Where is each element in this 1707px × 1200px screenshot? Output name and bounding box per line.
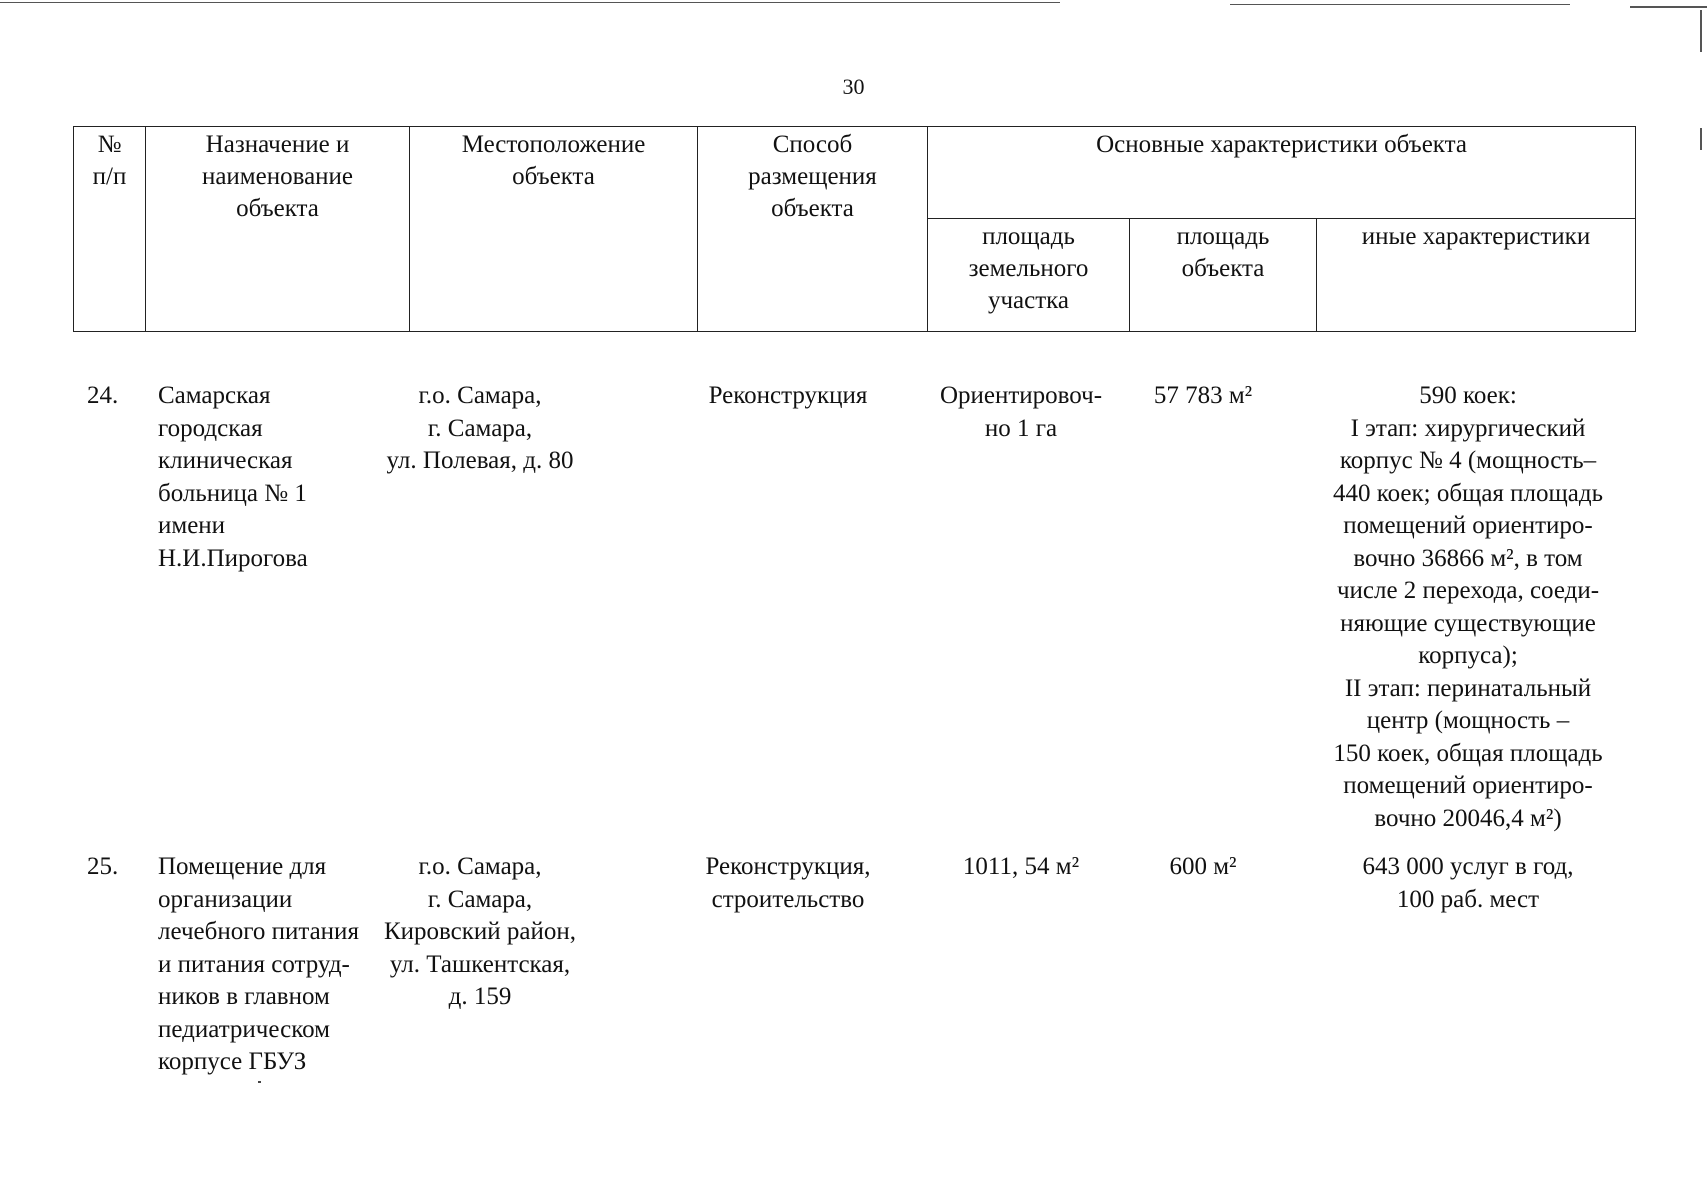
text-line: Реконструкция xyxy=(708,382,868,409)
header-text-line: Назначение и xyxy=(205,131,350,158)
text-line: ул. Ташкентская, xyxy=(389,950,571,978)
header-text-line: площадь xyxy=(1176,223,1270,250)
header-text-line: объекта xyxy=(1181,255,1265,282)
text-line: г. Самара, xyxy=(427,885,533,913)
header-characteristics: Основные характеристики объекта xyxy=(928,127,1636,219)
text-line: г. Самара, xyxy=(427,414,533,442)
table-row xyxy=(73,380,1635,840)
text-line: 100 раб. мест xyxy=(1396,885,1540,913)
text-line: Самарская xyxy=(158,382,271,409)
header-text-line: участка xyxy=(987,287,1070,314)
scan-edge-line xyxy=(1630,6,1707,8)
text-line: 150 коек, общая площадь xyxy=(1333,739,1603,767)
placement-method xyxy=(697,851,879,916)
header-method xyxy=(698,127,928,332)
text-line: корпусе ГБУЗ xyxy=(158,1048,307,1075)
scan-edge-line xyxy=(1230,4,1570,5)
text-line: организации xyxy=(158,885,293,913)
scan-edge-line xyxy=(1700,128,1702,150)
header-text-line: наименование xyxy=(201,163,354,190)
scan-edge-line xyxy=(1700,10,1702,52)
land-area xyxy=(929,380,1113,445)
text-line: строительство xyxy=(711,885,865,913)
row-number: 24. xyxy=(87,382,119,409)
header-text-line: Способ xyxy=(772,131,853,158)
header-text-line: размещения xyxy=(748,163,877,190)
text-line: Помещение для xyxy=(158,853,327,880)
text-line: 1011, 54 м² xyxy=(962,853,1080,880)
header-text-line: объекта xyxy=(512,163,595,190)
text-line: 600 м² xyxy=(1169,853,1237,880)
header-other: иные характеристики xyxy=(1317,219,1636,332)
placement-method xyxy=(697,380,879,413)
text-line: д. 159 xyxy=(448,983,512,1010)
header-text-line: объекта xyxy=(236,195,319,222)
header-object-area xyxy=(1130,219,1317,332)
text-line: Кировский район, xyxy=(383,918,577,945)
other-characteristics xyxy=(1300,380,1636,835)
text-line: и питания сотруд- xyxy=(158,950,350,978)
text-line: вочно 20046,4 м²) xyxy=(1374,804,1562,832)
header-text-line: земельного xyxy=(968,255,1089,282)
object-location xyxy=(335,380,625,478)
text-line: имени xyxy=(158,512,226,539)
page-number: 30 xyxy=(842,74,865,99)
text-line: Реконструкция, xyxy=(705,853,871,880)
text-line: няющие существующие xyxy=(1340,609,1596,637)
text-line: 440 коек; общая площадь xyxy=(1332,479,1603,507)
text-line: клиническая xyxy=(158,447,293,474)
text-line: 590 коек: xyxy=(1419,382,1517,409)
text-line: городская xyxy=(158,414,263,442)
text-line: педиатрическом xyxy=(158,1015,330,1043)
object-area xyxy=(1113,851,1293,884)
text-line: Н.И.Пирогова xyxy=(158,544,308,572)
scan-speck xyxy=(258,1081,261,1083)
header-text-line: п/п xyxy=(92,163,127,190)
table-header xyxy=(73,126,1636,332)
text-line: 57 783 м² xyxy=(1153,382,1253,409)
text-line: II этап: перинатальный xyxy=(1344,674,1592,702)
text-line: помещений ориентиро- xyxy=(1343,512,1593,539)
text-line: больница № 1 xyxy=(158,479,307,507)
text-line: Ориентировоч- xyxy=(939,382,1103,409)
land-area xyxy=(929,851,1113,884)
text-line: лечебного питания xyxy=(158,918,359,945)
table-row xyxy=(73,851,1635,1091)
text-line: корпус № 4 (мощность– xyxy=(1339,447,1597,474)
header-text-line: площадь xyxy=(982,223,1075,250)
text-line: но 1 га xyxy=(984,414,1058,442)
other-characteristics xyxy=(1300,851,1636,916)
text-line: ул. Полевая, д. 80 xyxy=(386,447,574,474)
row-number: 25. xyxy=(87,853,119,880)
scan-edge-line xyxy=(0,2,1060,3)
text-line: центр (мощность – xyxy=(1366,707,1570,734)
header-land-area xyxy=(928,219,1130,332)
text-line: 643 000 услуг в год, xyxy=(1362,853,1574,880)
header-text-line: Местоположение xyxy=(461,131,646,158)
header-num xyxy=(74,127,146,332)
header-name xyxy=(146,127,410,332)
text-line: ников в главном xyxy=(158,983,330,1010)
text-line: корпуса); xyxy=(1418,642,1518,669)
object-area xyxy=(1113,380,1293,413)
text-line: помещений ориентиро- xyxy=(1343,772,1593,799)
text-line: I этап: хирургический xyxy=(1350,414,1586,442)
object-location xyxy=(335,851,625,1014)
text-line: г.о. Самара, xyxy=(418,382,542,409)
header-location xyxy=(410,127,698,332)
header-text-line: № xyxy=(97,131,122,158)
text-line: числе 2 перехода, соеди- xyxy=(1336,577,1600,604)
header-text-line: объекта xyxy=(771,195,854,222)
text-line: г.о. Самара, xyxy=(418,853,542,880)
text-line: вочно 36866 м², в том xyxy=(1353,544,1583,572)
